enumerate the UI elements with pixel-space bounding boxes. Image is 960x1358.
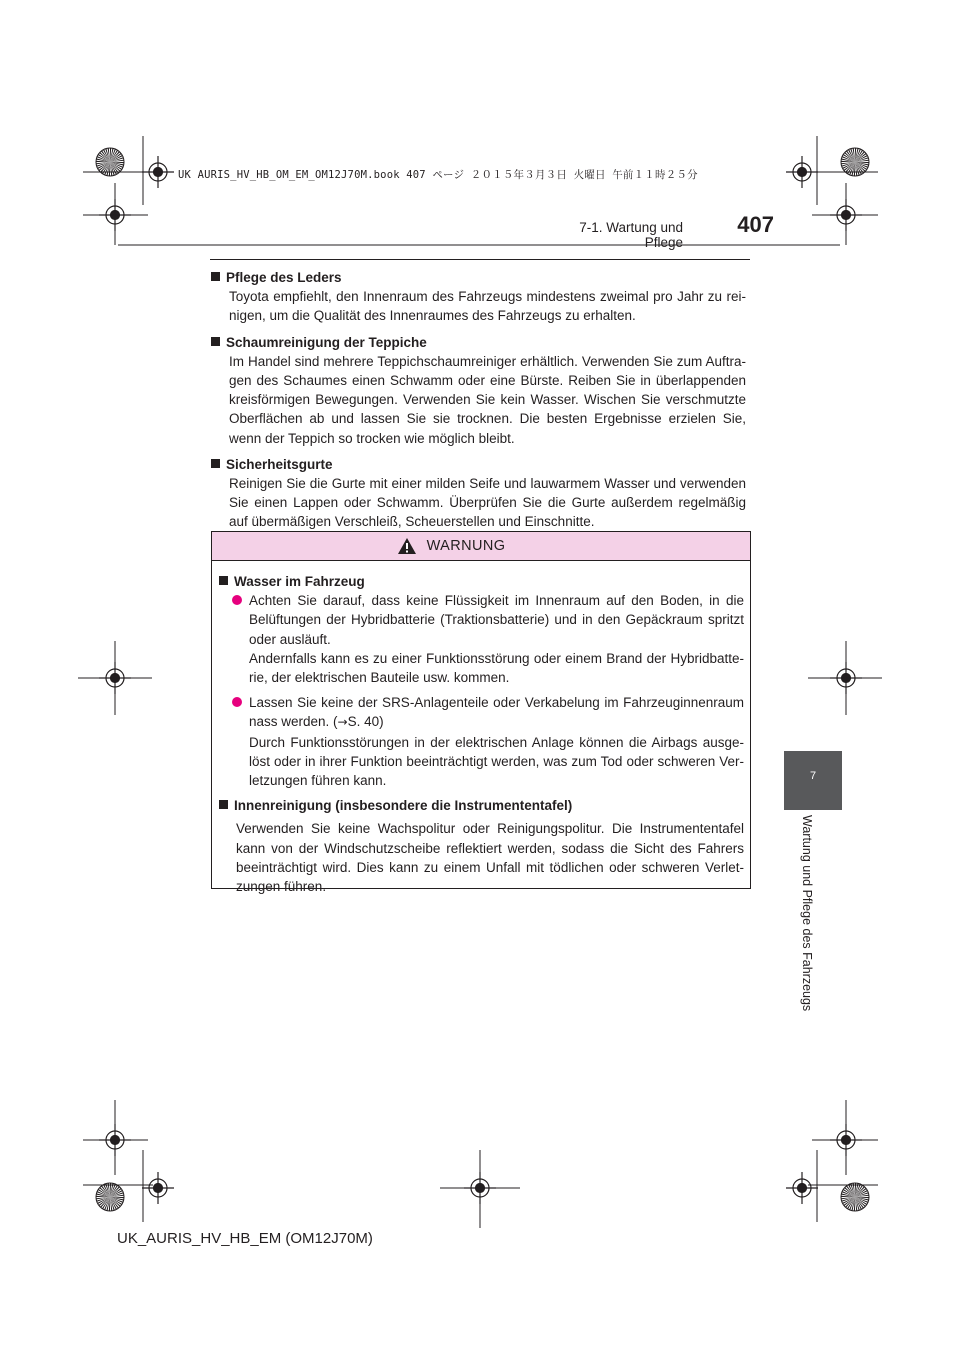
section-leather-care <box>210 268 746 326</box>
starburst-target-icon <box>96 148 124 176</box>
warning-body <box>212 561 750 896</box>
header-section-title: 7-1. Wartung und Pflege <box>579 220 683 250</box>
chapter-label: Wartung und Pflege des Fahrzeugs <box>800 815 814 1012</box>
bullet-text <box>249 693 744 790</box>
bullet-text <box>249 591 744 687</box>
warning-title: WARNUNG <box>426 538 506 554</box>
section-heading <box>210 268 746 287</box>
square-bullet-icon <box>219 576 228 585</box>
header-rule <box>210 259 750 260</box>
warning-bullet <box>232 693 744 790</box>
bullet-line-text: Lassen Sie keine der SRS-Anlagenteile oder Verkabelung im Fahrzeuginnenraum nass werden. ( <box>249 695 744 730</box>
bullet-line <box>249 693 744 732</box>
warning-heading-text: Wasser im Fahrzeug <box>234 574 365 589</box>
square-bullet-icon <box>219 800 228 809</box>
chapter-number: 7 <box>809 770 817 782</box>
section-heading-text: Pflege des Leders <box>226 270 342 285</box>
section-heading <box>210 333 746 352</box>
section-paragraph: Im Handel sind mehrere Teppichschaumreiniger erhältlich. Verwenden Sie zum Auftra-gen des Schaumes einen Schwamm oder eine Bürste. Reiben Sie in überlappenden kreisförmigen Bewegungen. Verwenden Sie kein Wasser. Wischen Sie verschmutzte Oberflächen ab und lassen Sie sie trocknen. Die besten Ergebnisse erzielen Sie, wenn der Teppich so trocken wie möglich bleibt. <box>229 353 746 446</box>
warning-triangle-icon <box>397 537 417 555</box>
warning-bullet <box>232 591 744 687</box>
page-number: 407 <box>737 212 774 237</box>
bullet-line: Achten Sie darauf, dass keine Flüssigkeit im Innenraum auf den Boden, in die Belüftungen der Hybridbatterie (Traktionsbatterie) und in den Gepäckraum spritzt oder ausläuft. <box>249 593 744 647</box>
bullet-line: Durch Funktionsstörungen in der elektrischen Anlage können die Airbags ausge-löst oder in ihrer Funktion beeinträchtigt werden, was zum Tod oder schweren Ver-letzungen führen kann. <box>249 734 744 789</box>
section-heading-text: Schaumreinigung der Teppiche <box>226 334 427 350</box>
starburst-target-icon <box>841 148 869 176</box>
square-bullet-icon <box>211 459 220 468</box>
starburst-target-icon <box>841 1183 869 1211</box>
warning-section-interior <box>218 796 744 896</box>
page-reference-link[interactable]: S. 40) <box>347 714 384 730</box>
warning-header <box>212 532 750 561</box>
main-content <box>210 268 746 539</box>
section-paragraph: Toyota empfiehlt, den Innenraum des Fahrzeugs mindestens zweimal pro Jahr zu rei-nigen, um die Qualität des Innenraumes des Fahrzeugs zu erhalten. <box>229 289 746 324</box>
bullet-dot-icon <box>232 595 242 605</box>
footer-code: UK_AURIS_HV_HB_EM (OM12J70M) <box>117 1230 373 1247</box>
section-heading <box>210 455 746 474</box>
bullet-line: Andernfalls kann es zu einer Funktionsstörung oder einem Brand der Hybridbatte-rie, der elektrischen Bauteile usw. kommen. <box>249 650 744 686</box>
square-bullet-icon <box>211 272 220 281</box>
warning-heading <box>218 796 744 815</box>
section-paragraph: Reinigen Sie die Gurte mit einer milden Seife und lauwarmem Wasser und verwenden Sie einen Lappen oder Schwamm. Überprüfen Sie die Gurte außerdem regelmäßig auf übermäßigen Verschleiß, Scheuerstellen und Einschnitte. <box>229 476 746 530</box>
warning-box <box>211 531 751 895</box>
starburst-target-icon <box>96 1183 124 1211</box>
warning-section-water <box>218 572 744 790</box>
section-heading-text: Sicherheitsgurte <box>226 456 333 472</box>
bullet-dot-icon <box>232 697 242 707</box>
square-bullet-icon <box>211 337 220 346</box>
section-seatbelts <box>210 455 746 532</box>
warning-paragraph: Verwenden Sie keine Wachspolitur oder Reinigungspolitur. Die Instrumententafel kann von der Windschutzscheibe reflektiert werden, sodass die Sicht des Fahrers beeinträchtigt wird. Dies kann zu einem Unfall mit tödlichen oder schweren Verlet-zungen führen. <box>236 821 744 895</box>
warning-heading <box>218 572 744 591</box>
print-registration-text: UK AURIS_HV_HB_OM_EM_OM12J70M.book 407 ページ ２０１５年３月３日 火曜日 午前１１時２５分 <box>178 169 698 181</box>
arrow-right-icon: → <box>337 715 348 730</box>
warning-heading-text: Innenreinigung (insbesondere die Instrumententafel) <box>234 798 573 814</box>
section-carpet-foam <box>210 333 746 448</box>
